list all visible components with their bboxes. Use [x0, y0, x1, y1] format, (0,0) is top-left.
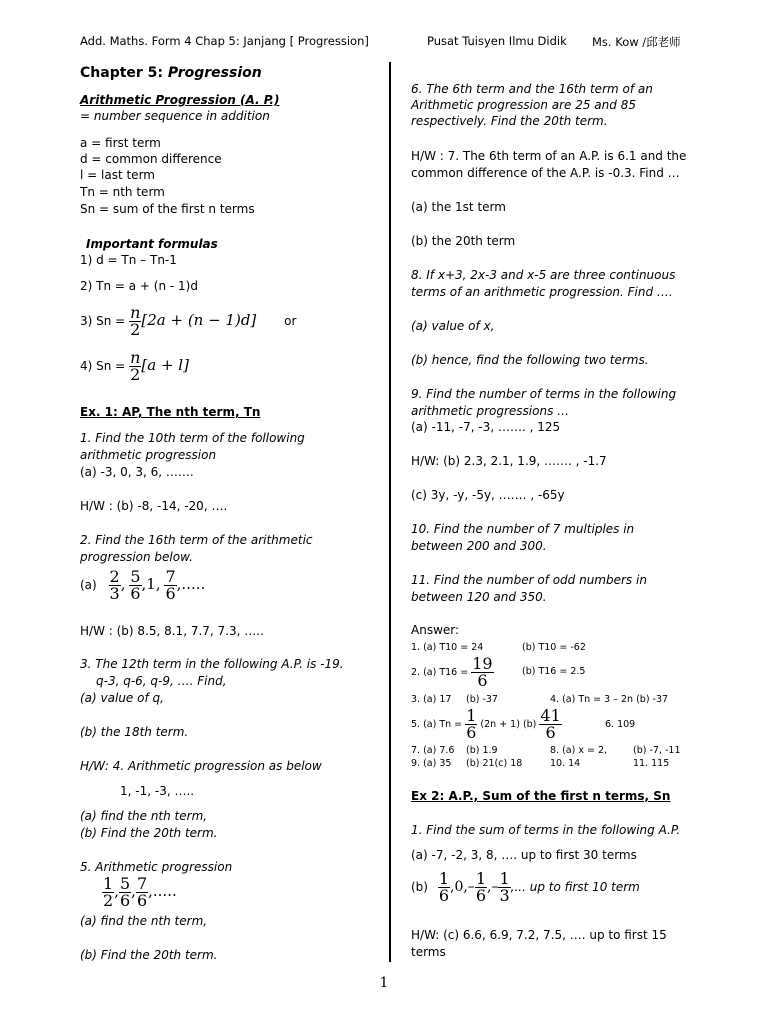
q3-line1: 3. The 12th term in the following A.P. is -19. [80, 657, 344, 671]
answer-10: 10. 14 [550, 758, 581, 769]
header-teacher: Ms. Kow /邱老师 [592, 35, 681, 49]
q9-line1: 9. Find the number of terms in the following [411, 387, 677, 401]
q1-homework: H/W : (b) -8, -14, -20, …. [80, 499, 228, 513]
q5-line1: 5. Arithmetic progression [80, 860, 233, 874]
formula-2: 2) Tn = a + (n - 1)d [80, 279, 198, 293]
answer-2a: 2. (a) T16 = $\frac{19}{6}$ [411, 654, 493, 690]
s1-b: (b) $\frac{1}{6}$ ,0,– $\frac{1}{6}$ ,– $\frac{1}{3}$ ,... up to first 10 term [411, 869, 640, 905]
q2-line2: progression below. [80, 550, 193, 564]
formula-1: 1) d = Tn – Tn-1 [80, 253, 177, 267]
formula-4: 4) Sn = $\frac{n}{2}$ [a + l] [80, 348, 189, 384]
ex1-heading: Ex. 1: AP, The nth term, Tn [80, 405, 261, 419]
q8-line2: terms of an arithmetic progression. Find …. [411, 285, 673, 299]
q1-line2: arithmetic progression [80, 448, 217, 462]
answer-6: 6. 109 [605, 719, 636, 730]
answer-1a: 1. (a) T10 = 24 [411, 642, 484, 653]
answer-11: 11. 115 [633, 758, 670, 769]
q10-line2: between 200 and 300. [411, 539, 547, 553]
q4-a: (a) find the nth term, [80, 809, 208, 823]
answer-1b: (b) T10 = -62 [522, 642, 586, 653]
definition-tn: Tn = nth term [80, 185, 165, 199]
q7-b: (b) the 20th term [411, 234, 516, 248]
answer-8a: 8. (a) x = 2, [550, 745, 608, 756]
q8-a: (a) value of x, [411, 319, 495, 333]
q7-a: (a) the 1st term [411, 200, 506, 214]
q9-line2: arithmetic progressions … [411, 404, 570, 418]
ap-heading: Arithmetic Progression (A. P.) [80, 93, 280, 107]
answer-4: 4. (a) Tn = 3 – 2n (b) -37 [550, 694, 669, 705]
answer-9a: 9. (a) 35 [411, 758, 452, 769]
q11-line1: 11. Find the number of odd numbers in [411, 573, 647, 587]
q10-line1: 10. Find the number of 7 multiples in [411, 522, 635, 536]
definition-d: d = common difference [80, 152, 222, 166]
q5-b: (b) Find the 20th term. [80, 948, 218, 962]
chapter-title: Chapter 5: Progression [80, 65, 262, 81]
q3-b: (b) the 18th term. [80, 725, 189, 739]
q7-line2: common difference of the A.P. is -0.3. Find … [411, 166, 680, 180]
q8-b: (b) hence, find the following two terms. [411, 353, 649, 367]
q8-line1: 8. If x+3, 2x-3 and x-5 are three continuous [411, 268, 676, 282]
definition-a: a = first term [80, 136, 161, 150]
q2-a: (a) $\frac{2}{3}$ , $\frac{5}{6}$ ,1, $\frac{7}{6}$ ,..... [80, 567, 206, 603]
q9-homework: H/W: (b) 2.3, 2.1, 1.9, ……. , -1.7 [411, 454, 607, 468]
q2-line1: 2. Find the 16th term of the arithmetic [80, 533, 313, 547]
header-centre: Pusat Tuisyen Ilmu Didik [427, 34, 567, 48]
q7-line1: H/W : 7. The 6th term of an A.P. is 6.1 and the [411, 149, 687, 163]
formulas-heading: Important formulas [86, 237, 218, 251]
answer-5: 5. (a) Tn = $\frac{1}{6}$ (2n + 1) (b) $\frac{41}{6}$ [411, 706, 561, 742]
q5-sequence: $\frac{1}{2}$ , $\frac{5}{6}$ , $\frac{7}{6}$ ,..... [103, 874, 177, 910]
q5-a: (a) find the nth term, [80, 914, 208, 928]
q9-c: (c) 3y, -y, -5y, ……. , -65y [411, 488, 565, 502]
q9-a: (a) -11, -7, -3, ……. , 125 [411, 420, 561, 434]
q4-homework: H/W: 4. Arithmetic progression as below [80, 759, 322, 773]
answer-heading: Answer: [411, 623, 460, 637]
q3-line2: q-3, q-6, q-9, …. Find, [96, 674, 227, 688]
s1-line1: 1. Find the sum of terms in the following A.P. [411, 823, 681, 837]
column-divider [389, 62, 391, 962]
page-number: 1 [379, 975, 389, 991]
q11-line2: between 120 and 350. [411, 590, 547, 604]
answer-9b: (b) 21(c) 18 [466, 758, 523, 769]
ap-description: = number sequence in addition [80, 109, 270, 123]
q3-a: (a) value of q, [80, 691, 164, 705]
definition-sn: Sn = sum of the first n terms [80, 202, 255, 216]
q1-a: (a) -3, 0, 3, 6, ……. [80, 465, 194, 479]
q6-line2: Arithmetic progression are 25 and 85 [411, 98, 636, 112]
definition-l: l = last term [80, 168, 155, 182]
header-course: Add. Maths. Form 4 Chap 5: Janjang [ Progression] [80, 34, 369, 48]
q2-homework: H/W : (b) 8.5, 8.1, 7.7, 7.3, ….. [80, 624, 264, 638]
s1-homework-line2: terms [411, 945, 446, 959]
s1-a: (a) -7, -2, 3, 8, …. up to first 30 terms [411, 848, 637, 862]
q1-line1: 1. Find the 10th term of the following [80, 431, 305, 445]
q4-sequence: 1, -1, -3, ….. [120, 784, 195, 798]
ex2-heading: Ex 2: A.P., Sum of the first n terms, Sn [411, 789, 671, 803]
s1-homework-line1: H/W: (c) 6.6, 6.9, 7.2, 7.5, …. up to first 15 [411, 928, 667, 942]
q4-b: (b) Find the 20th term. [80, 826, 218, 840]
formula-3: 3) Sn = $\frac{n}{2}$ [2a + (n − 1)d] or [80, 303, 297, 339]
answer-8b: (b) -7, -11 [633, 745, 681, 756]
answer-2b: (b) T16 = 2.5 [522, 666, 586, 677]
q6-line1: 6. The 6th term and the 16th term of an [411, 82, 653, 96]
answer-7b: (b) 1.9 [466, 745, 498, 756]
answer-3a: 3. (a) 17 [411, 694, 452, 705]
answer-3b: (b) -37 [466, 694, 498, 705]
answer-7a: 7. (a) 7.6 [411, 745, 455, 756]
q6-line3: respectively. Find the 20th term. [411, 114, 608, 128]
